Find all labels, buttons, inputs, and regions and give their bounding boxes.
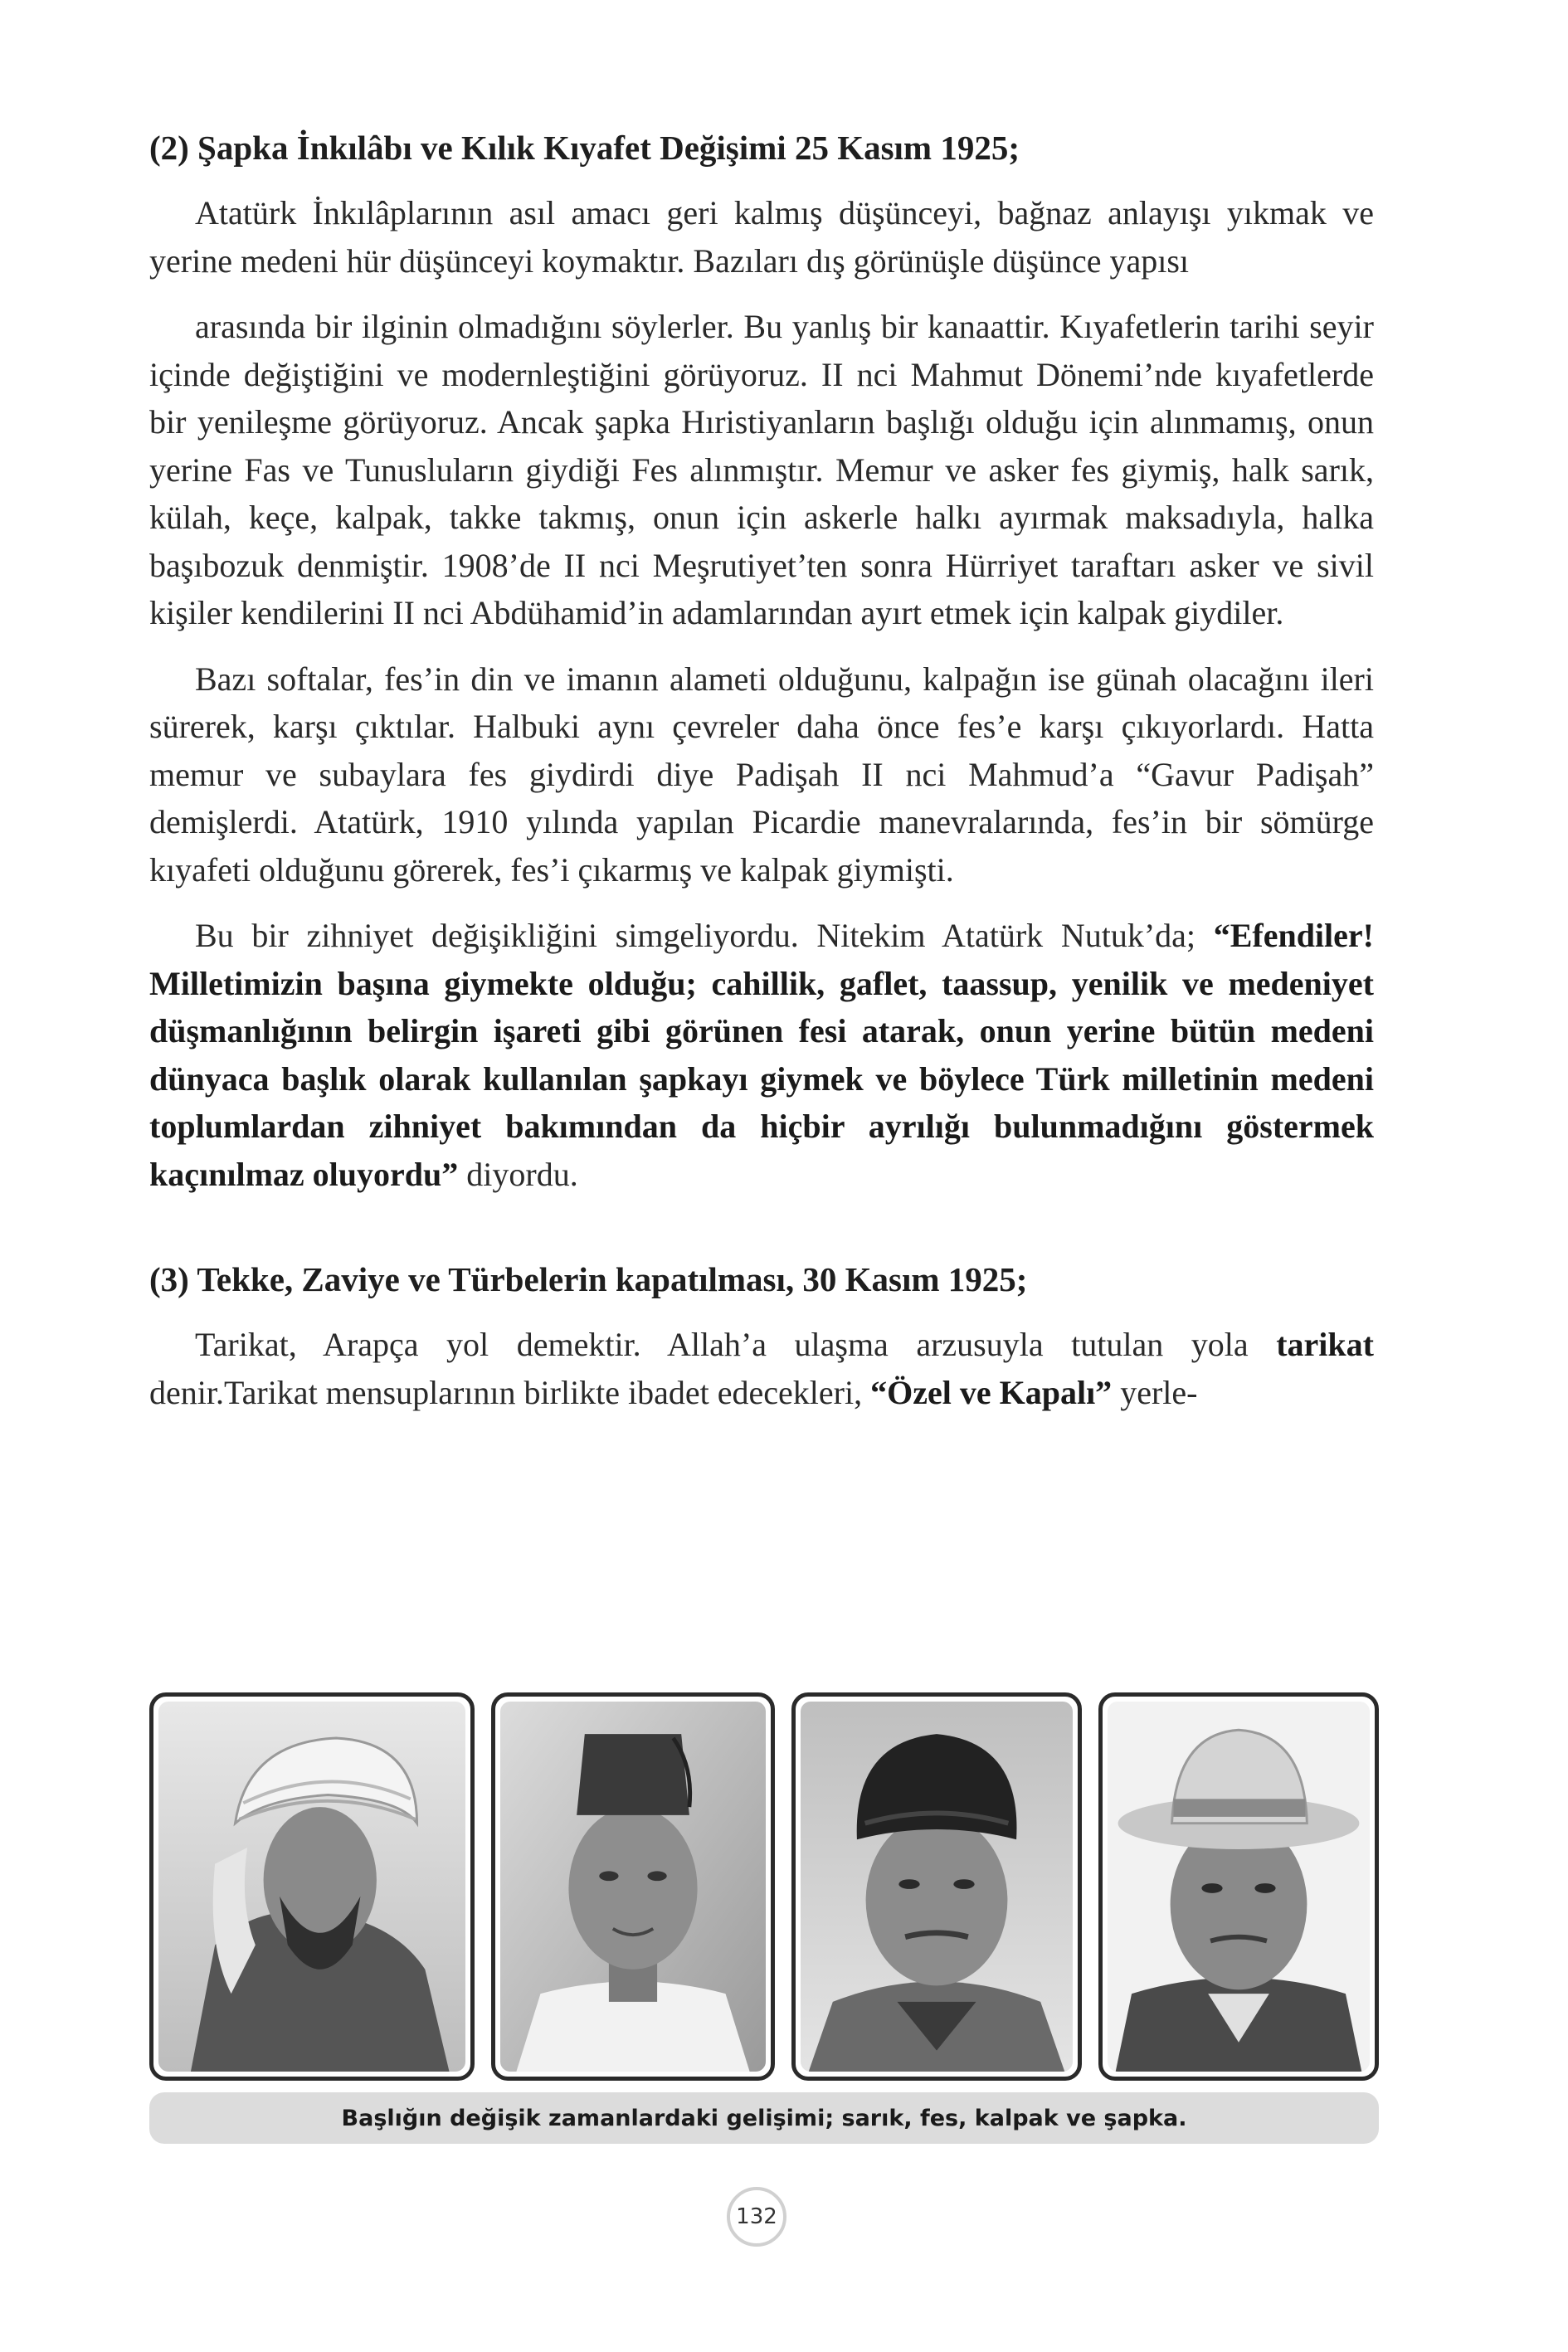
section-2-paragraph-2: arasında bir ilginin olmadığını söylerler. Bu yanlış bir kanaattir. Kıyafetlerin tarihi seyir içinde değiştiğini ve modernleştiğini görüyoruz. II nci Mahmut Dönemi’nde kıyafetlerde bir yenileşme görüyoruz. Ancak şapka Hıristiyanların başlığı olduğu için alınmamış, onun yerine Fas ve Tunusluların giydiği Fes alınmıştır. Memur ve asker fes giymiş, halk sarık, külah, keçe, kalpak, takke takmış, onun için askerle halkı ayırmak maksadıyla, halka başıbozuk denmiştir. 1908’de II nci Meşrutiyet’ten sonra Hürriyet taraftarı asker ve sivil kişiler kendilerini II nci Abdühamid’in adamlarından ayırt etmek için kalpak giydiler. (149, 308, 1374, 631)
photo-caption: Başlığın değişik zamanlardaki gelişimi; sarık, fes, kalpak ve şapka. (149, 2092, 1379, 2144)
photo-fez (491, 1692, 775, 2081)
photo-turban (149, 1692, 475, 2081)
text-run: denir.Tarikat mensuplarının birlikte ibadet edecekleri, (149, 1373, 871, 1411)
term-ozel-kapali: “Özel ve Kapalı” (870, 1373, 1113, 1411)
nutuk-quote: “Efendiler! Milletimizin başına giymekte olduğu; cahillik, gaflet, taassup, yenilik ve medeniyet düşmanlığının belirgin işareti gibi görünen fesi atarak, onun yerine bütün medeni dünyaca başlık olarak kullanılan şapkayı giymek ve böylece Türk milletinin medeni toplumlardan zihniyet bakımından da hiçbir ayrılığı bulunmadığını göstermek kaçınılmaz oluyordu” (149, 917, 1374, 1193)
page-number: 132 (727, 2187, 786, 2247)
section-2-paragraph-3: Bazı softalar, fes’in din ve imanın alameti olduğunu, kalpağın ise günah olacağını ileri sürerek, karşı çıktılar. Halbuki aynı çevreler daha önce fes’e karşı çıkıyorlardı. Hatta memur ve subaylara fes giydirdi diye Padişah II nci Mahmud’a “Gavur Padişah” demişlerdi. Atatürk, 1910 yılında yapılan Picardie manevralarında, fes’in bir sömürge kıyafeti olduğunu görerek, fes’i çıkarmış ve kalpak giymişti. (149, 660, 1374, 889)
photo-kalpak (791, 1692, 1082, 2081)
headwear-photos (149, 1692, 1379, 2082)
text-run: Tarikat, Arapça yol demektir. Allah’a ulaşma arzusuyla tutulan yola (195, 1326, 1277, 1363)
section-2-paragraph-1: Atatürk İnkılâplarının asıl amacı geri kalmış düşünceyi, bağnaz anlayışı yıkmak ve yerine medeni hür düşünceyi koymaktır. Bazıları dış görünüşle düşünce yapısı (149, 194, 1374, 280)
text-run: yerle- (1112, 1373, 1198, 1411)
paragraph-4-end: diyordu. (458, 1155, 578, 1193)
section-2-paragraph-4 (149, 912, 1374, 1198)
section-3-paragraph-1 (149, 1321, 1374, 1416)
term-tarikat: tarikat (1276, 1326, 1374, 1363)
page-text (149, 124, 1374, 1416)
paragraph-4-intro: Bu bir zihniyet değişikliğini simgeliyordu. Nitekim Atatürk Nutuk’da; (195, 917, 1214, 954)
photo-hat (1098, 1692, 1379, 2081)
section-2-heading: (2) Şapka İnkılâbı ve Kılık Kıyafet Değişimi 25 Kasım 1925; (149, 129, 1020, 167)
section-3-heading: (3) Tekke, Zaviye ve Türbelerin kapatılması, 30 Kasım 1925; (149, 1260, 1028, 1298)
